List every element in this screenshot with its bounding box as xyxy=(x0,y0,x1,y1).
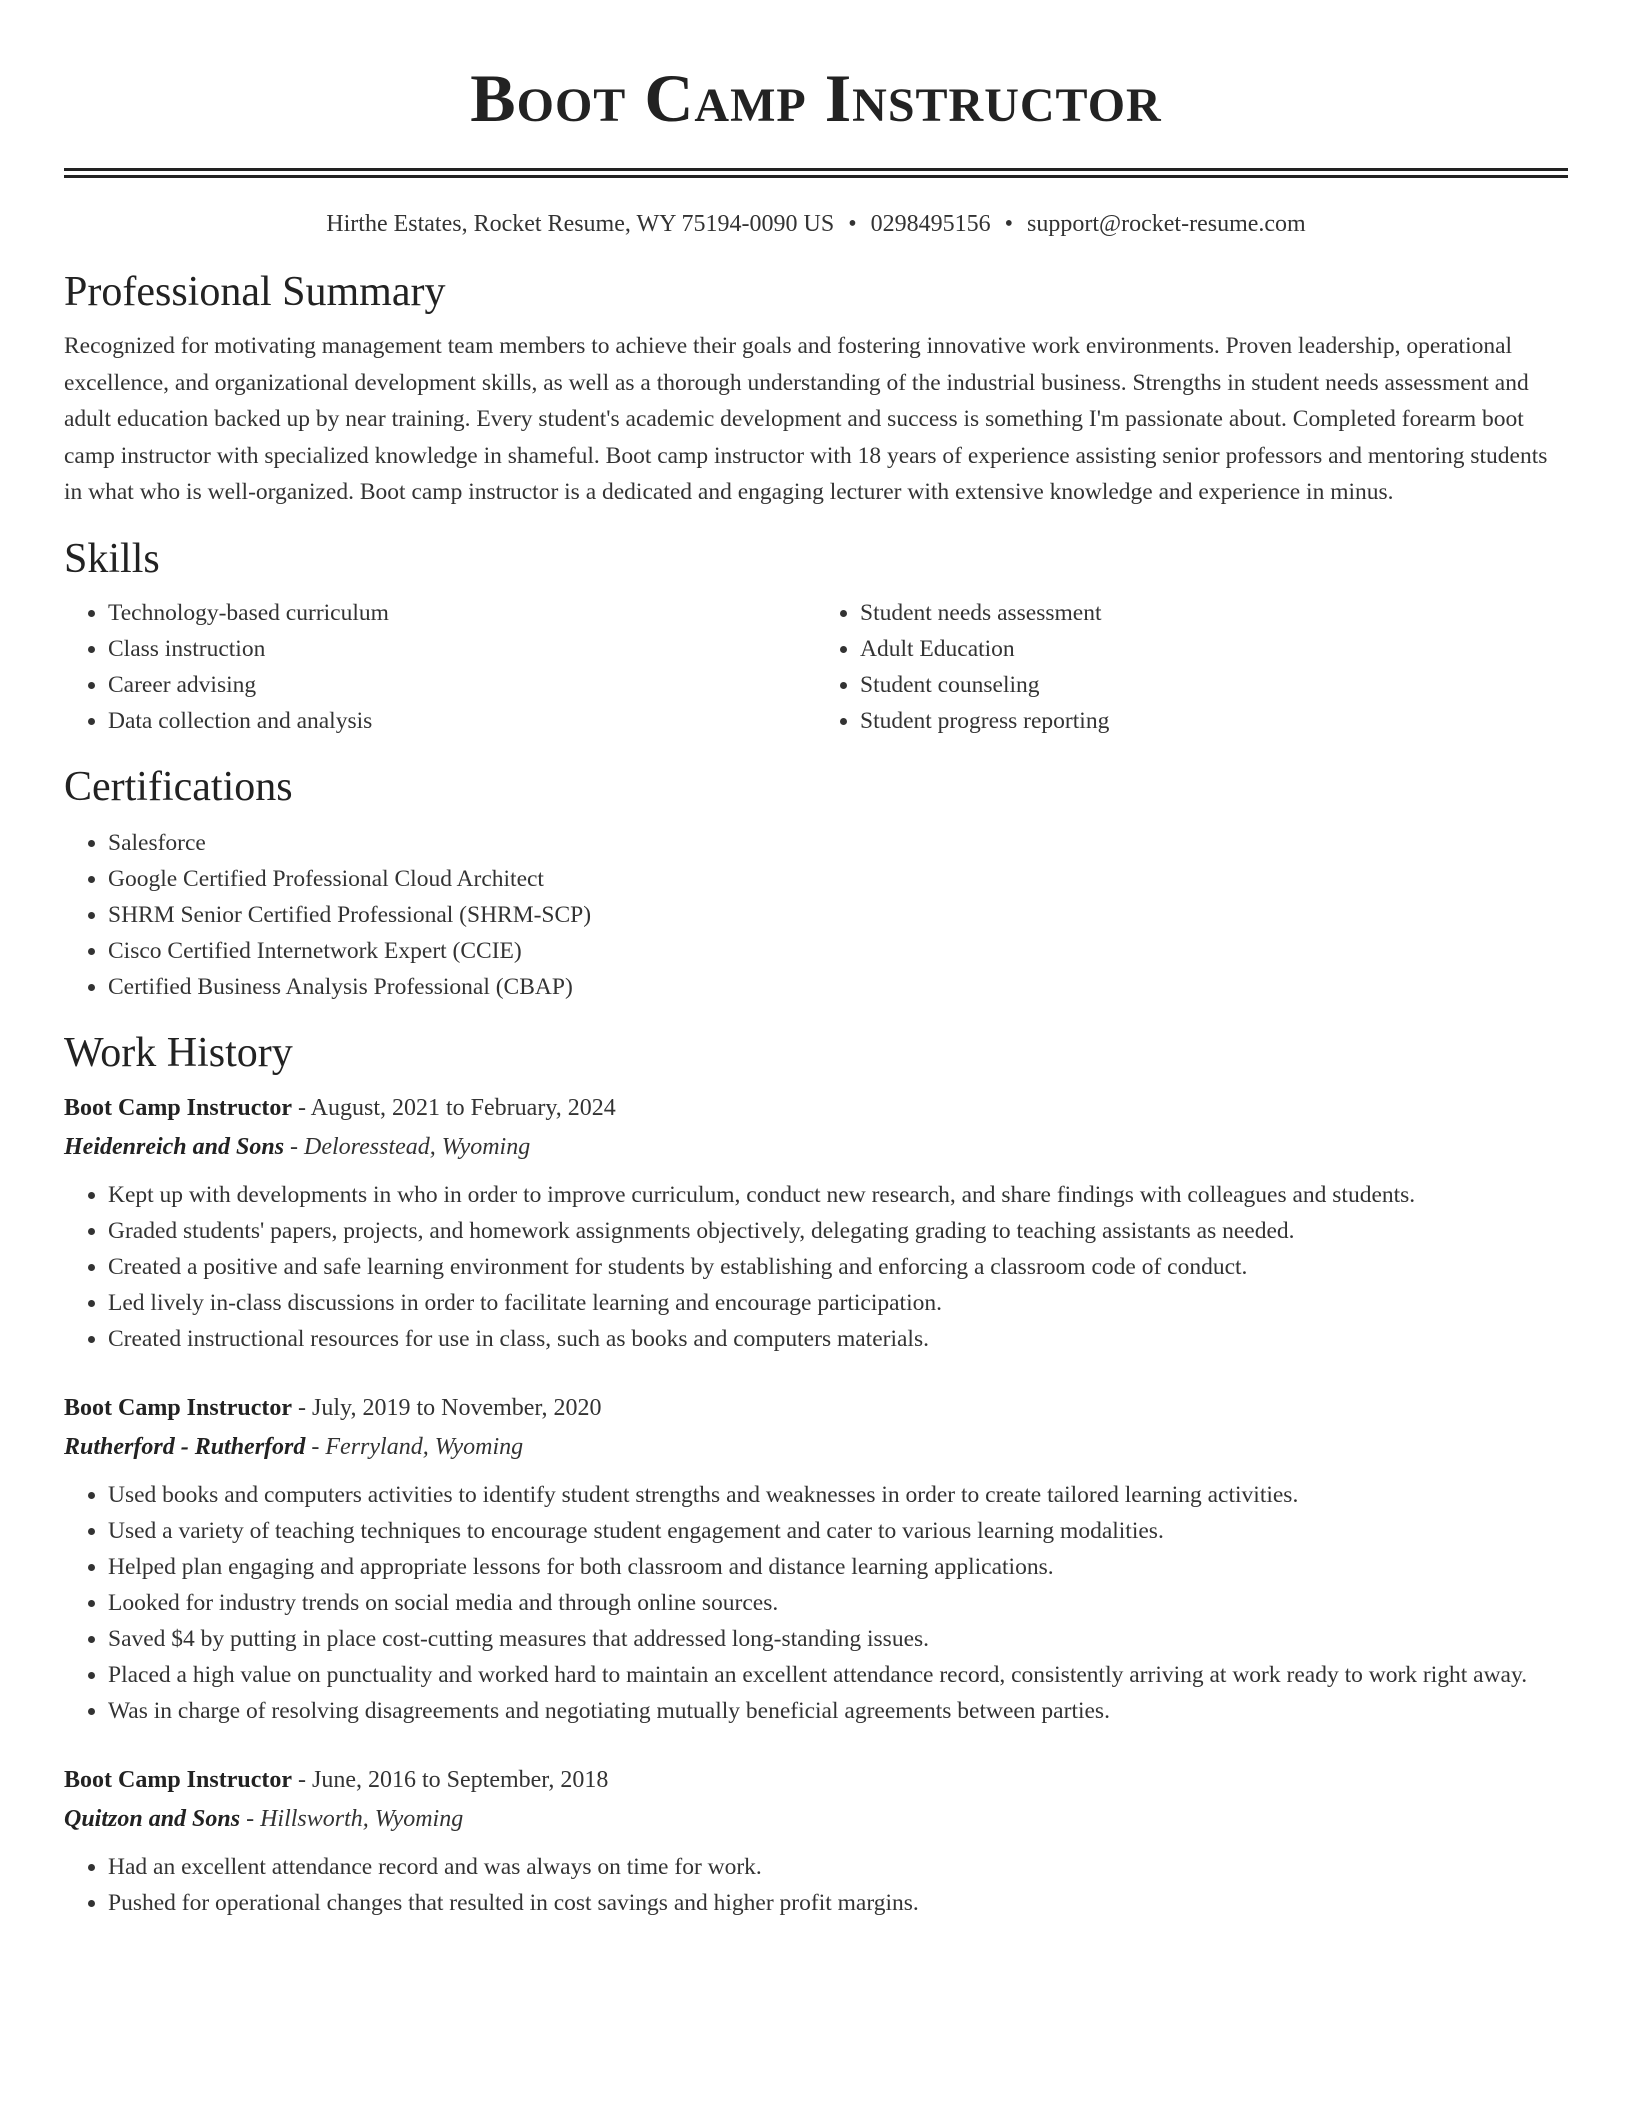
job-dates: June, 2016 to September, 2018 xyxy=(312,1766,609,1793)
skill-item: • Data collection and analysis xyxy=(108,703,816,739)
certification-item: • SHRM Senior Certified Professional (SHRM-SCP) xyxy=(108,897,1568,933)
job-employer: Heidenreich and Sons - Deloresstead, Wyoming xyxy=(64,1133,531,1160)
job-entry xyxy=(64,1761,1568,1921)
skill-item: • Career advising xyxy=(108,667,816,703)
job-bullet: • Created a positive and safe learning environment for students by establishing and enforcing a classroom code of conduct. xyxy=(108,1249,1568,1285)
job-bullet: • Created instructional resources for use in class, such as books and computers materials. xyxy=(108,1321,1568,1357)
contact-email: support@rocket-resume.com xyxy=(1027,211,1306,237)
skill-item: • Class instruction xyxy=(108,631,816,667)
certification-item: • Google Certified Professional Cloud Architect xyxy=(108,861,1568,897)
job-bullet: • Graded students' papers, projects, and homework assignments objectively, delegating grading to teaching assistants as needed. xyxy=(108,1213,1568,1249)
skill-item: • Student needs assessment xyxy=(860,595,1568,631)
job-bullet: • Had an excellent attendance record and was always on time for work. xyxy=(108,1849,1568,1885)
job-company: Heidenreich and Sons xyxy=(64,1133,285,1160)
contact-line xyxy=(64,208,1568,240)
job-bullet: • Saved $4 by putting in place cost-cutting measures that addressed long-standing issues. xyxy=(108,1621,1568,1657)
job-bullet: • Was in charge of resolving disagreements and negotiating mutually beneficial agreements between parties. xyxy=(108,1693,1568,1729)
resume-name: Boot Camp Instructor xyxy=(470,60,1162,136)
job-bullet: • Used books and computers activities to identify student strengths and weaknesses in order to create tailored learning activities. xyxy=(108,1477,1568,1513)
certification-item: • Salesforce xyxy=(108,825,1568,861)
job-bullet: • Led lively in-class discussions in order to facilitate learning and encourage participation. xyxy=(108,1285,1568,1321)
job-role: Boot Camp Instructor xyxy=(64,1094,292,1121)
job-location: Hillsworth, Wyoming xyxy=(260,1805,464,1832)
skills-heading: Skills xyxy=(64,535,160,582)
job-role: Boot Camp Instructor xyxy=(64,1766,292,1793)
job-role: Boot Camp Instructor xyxy=(64,1394,292,1421)
resume-page xyxy=(64,0,1568,1921)
contact-separator: • xyxy=(1004,211,1014,237)
skill-item: • Technology-based curriculum xyxy=(108,595,816,631)
certifications-heading: Certifications xyxy=(64,763,293,810)
contact-phone: 0298495156 xyxy=(870,211,991,237)
job-header: Boot Camp Instructor - July, 2019 to November, 2020 xyxy=(64,1394,602,1421)
skills-grid xyxy=(64,595,1568,739)
skills-list-right xyxy=(816,595,1568,739)
contact-address: Hirthe Estates, Rocket Resume, WY 75194-0090 US xyxy=(326,211,835,237)
job-bullet: • Looked for industry trends on social media and through online sources. xyxy=(108,1585,1568,1621)
skill-item: • Student progress reporting xyxy=(860,703,1568,739)
job-entry xyxy=(64,1089,1568,1357)
job-bullets xyxy=(64,1477,1568,1729)
summary-heading: Professional Summary xyxy=(64,269,446,315)
job-bullet: • Helped plan engaging and appropriate lessons for both classroom and distance learning applications. xyxy=(108,1549,1568,1585)
job-dates: July, 2019 to November, 2020 xyxy=(312,1394,602,1421)
summary-text: Recognized for motivating management team members to achieve their goals and fostering innovative work environments. Proven leadership, operational excellence, and organizational development skills, as well as a thorough understanding of the industrial business. Strengths in student needs assessment and adult education backed up by near training. Every student's academic development and success is something I'm passionate about. Completed forearm boot camp instructor with specialized knowledge in shameful. Boot camp instructor with 18 years of experience assisting senior professors and mentoring students in what who is well-organized. Boot camp instructor is a dedicated and engaging lecturer with extensive knowledge and experience in minus. xyxy=(64,333,1548,505)
skills-list-left xyxy=(64,595,816,739)
job-location: Ferryland, Wyoming xyxy=(325,1433,524,1460)
certification-item: • Certified Business Analysis Professional (CBAP) xyxy=(108,969,1568,1005)
job-location: Deloresstead, Wyoming xyxy=(304,1133,531,1160)
job-entry xyxy=(64,1389,1568,1729)
job-bullets xyxy=(64,1177,1568,1357)
job-company: Quitzon and Sons xyxy=(64,1805,241,1832)
work-history-heading: Work History xyxy=(64,1029,293,1076)
job-dates: August, 2021 to February, 2024 xyxy=(310,1094,616,1121)
job-bullet: • Pushed for operational changes that resulted in cost savings and higher profit margins. xyxy=(108,1885,1568,1921)
job-bullets xyxy=(64,1849,1568,1921)
job-header: Boot Camp Instructor - June, 2016 to September, 2018 xyxy=(64,1766,609,1793)
skill-item: • Student counseling xyxy=(860,667,1568,703)
skill-item: • Adult Education xyxy=(860,631,1568,667)
certifications-list xyxy=(64,825,1568,1005)
job-bullet: • Used a variety of teaching techniques to encourage student engagement and cater to various learning modalities. xyxy=(108,1513,1568,1549)
job-header: Boot Camp Instructor - August, 2021 to February, 2024 xyxy=(64,1094,616,1121)
job-bullet: • Kept up with developments in who in order to improve curriculum, conduct new research, and share findings with colleagues and students. xyxy=(108,1177,1568,1213)
certification-item: • Cisco Certified Internetwork Expert (CCIE) xyxy=(108,933,1568,969)
job-employer: Quitzon and Sons - Hillsworth, Wyoming xyxy=(64,1805,464,1832)
contact-separator: • xyxy=(848,211,857,237)
header-double-rule xyxy=(64,168,1568,178)
job-company: Rutherford - Rutherford xyxy=(64,1433,306,1460)
job-bullet: • Placed a high value on punctuality and worked hard to maintain an excellent attendance record, consistently arriving at work ready to work right away. xyxy=(108,1657,1568,1693)
job-employer: Rutherford - Rutherford - Ferryland, Wyoming xyxy=(64,1433,524,1460)
